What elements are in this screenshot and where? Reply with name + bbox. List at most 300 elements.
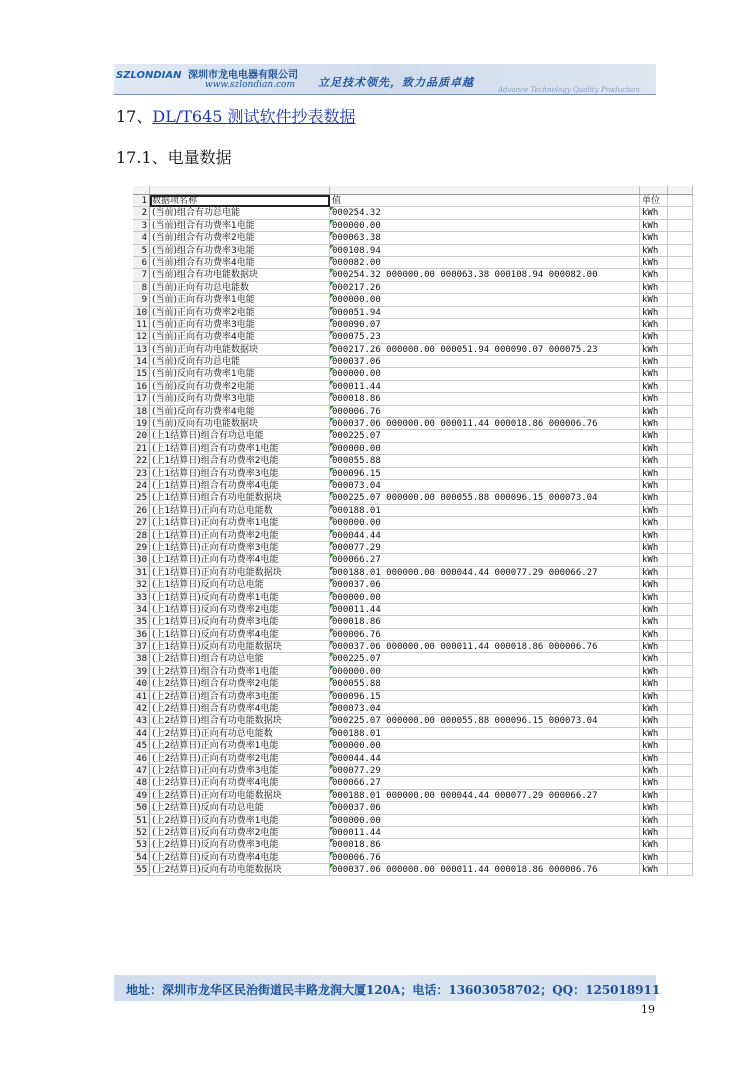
cell-unit-text: kWh [642, 233, 659, 244]
cell-unit[interactable] [640, 269, 668, 281]
cell-name[interactable] [150, 839, 330, 851]
cell-unit[interactable] [640, 331, 668, 343]
table-row [133, 381, 693, 393]
cell-value-text: 000188.01 000000.00 000044.44 000077.29 000066.27 [332, 790, 598, 801]
cell-value[interactable] [330, 542, 640, 554]
cell-value[interactable] [330, 344, 640, 356]
row-number [133, 839, 150, 851]
cell-value-text: 000077.29 [332, 542, 381, 553]
cell-name[interactable] [150, 629, 330, 641]
empty-cell[interactable] [668, 245, 693, 257]
empty-cell[interactable] [668, 703, 693, 715]
row-number [133, 579, 150, 591]
cell-name[interactable] [150, 356, 330, 368]
row-number-text: 29 [136, 542, 147, 553]
cell-name[interactable] [150, 455, 330, 467]
empty-cell[interactable] [668, 356, 693, 368]
cell-name[interactable] [150, 207, 330, 219]
cell-value[interactable] [330, 207, 640, 219]
cell-name[interactable] [150, 753, 330, 765]
empty-cell[interactable] [668, 430, 693, 442]
cell-value[interactable] [330, 715, 640, 727]
cell-name[interactable] [150, 468, 330, 480]
table-row [133, 542, 693, 554]
cell-unit[interactable] [640, 852, 668, 864]
empty-cell[interactable] [668, 207, 693, 219]
cell-unit[interactable] [640, 418, 668, 430]
cell-unit[interactable] [640, 592, 668, 604]
cell-unit[interactable] [640, 777, 668, 789]
empty-cell[interactable] [668, 802, 693, 814]
text-format-indicator-icon [330, 269, 334, 273]
cell-name[interactable] [150, 480, 330, 492]
cell-value[interactable] [330, 790, 640, 802]
text-format-indicator-icon [330, 356, 334, 360]
cell-value[interactable] [330, 530, 640, 542]
cell-value-text: 000051.94 [332, 307, 381, 318]
cell-unit[interactable] [640, 505, 668, 517]
cell-value[interactable] [330, 753, 640, 765]
text-format-indicator-icon [330, 257, 334, 261]
header-cell-value[interactable]: 值 [330, 195, 640, 207]
empty-cell[interactable] [668, 678, 693, 690]
empty-cell[interactable] [668, 691, 693, 703]
cell-value[interactable] [330, 629, 640, 641]
table-row [133, 282, 693, 294]
cell-value-text: 000011.44 [332, 381, 381, 392]
cell-value[interactable] [330, 604, 640, 616]
header-cell-unit[interactable]: 单位 [640, 195, 668, 207]
cell-unit[interactable] [640, 765, 668, 777]
cell-unit[interactable] [640, 294, 668, 306]
empty-cell[interactable] [668, 468, 693, 480]
cell-name-text: (上2结算日)正向有功费率2电能 [152, 753, 279, 764]
empty-cell[interactable] [668, 753, 693, 765]
cell-unit[interactable] [640, 604, 668, 616]
empty-cell[interactable] [668, 641, 693, 653]
cell-name[interactable] [150, 319, 330, 331]
cell-unit-text: kWh [642, 567, 659, 578]
cell-name[interactable] [150, 381, 330, 393]
cell-value[interactable] [330, 864, 640, 876]
cell-unit-text: kWh [642, 679, 659, 690]
cell-unit[interactable] [640, 567, 668, 579]
cell-unit[interactable] [640, 629, 668, 641]
cell-unit[interactable] [640, 530, 668, 542]
company-slogan-english: Advance Technology Quality Production [498, 86, 640, 94]
cell-name[interactable] [150, 604, 330, 616]
cell-name-text: (上2结算日)正向有功费率4电能 [152, 778, 279, 789]
empty-cell[interactable] [668, 567, 693, 579]
cell-name[interactable] [150, 232, 330, 244]
cell-name[interactable] [150, 728, 330, 740]
cell-name-text: (上1结算日)组合有功电能数据块 [152, 493, 282, 504]
cell-value[interactable] [330, 257, 640, 269]
cell-name[interactable] [150, 802, 330, 814]
cell-unit[interactable] [640, 207, 668, 219]
table-row [133, 480, 693, 492]
empty-cell[interactable] [668, 852, 693, 864]
empty-cell[interactable] [668, 864, 693, 876]
cell-value[interactable] [330, 331, 640, 343]
empty-cell[interactable] [668, 307, 693, 319]
cell-unit[interactable] [640, 790, 668, 802]
row-number-text: 50 [136, 803, 147, 814]
row-number [133, 331, 150, 343]
cell-unit[interactable] [640, 455, 668, 467]
cell-value[interactable] [330, 765, 640, 777]
cell-value[interactable] [330, 269, 640, 281]
cell-name[interactable] [150, 579, 330, 591]
cell-unit[interactable] [640, 381, 668, 393]
cell-value[interactable] [330, 777, 640, 789]
cell-value[interactable] [330, 579, 640, 591]
cell-value[interactable] [330, 827, 640, 839]
row-number [133, 777, 150, 789]
cell-name-text: (上1结算日)正向有功费率2电能 [152, 530, 279, 541]
cell-name[interactable] [150, 294, 330, 306]
cell-name[interactable] [150, 430, 330, 442]
empty-cell[interactable] [668, 455, 693, 467]
text-format-indicator-icon [330, 753, 334, 757]
cell-value[interactable] [330, 418, 640, 430]
cell-unit[interactable] [640, 666, 668, 678]
cell-name[interactable] [150, 666, 330, 678]
row-number-text: 10 [136, 307, 147, 318]
cell-unit[interactable] [640, 864, 668, 876]
cell-unit[interactable] [640, 579, 668, 591]
cell-name[interactable] [150, 740, 330, 752]
cell-unit[interactable] [640, 492, 668, 504]
cell-value[interactable] [330, 852, 640, 864]
cell-value[interactable] [330, 406, 640, 418]
cell-value[interactable] [330, 802, 640, 814]
cell-unit-text: kWh [642, 592, 659, 603]
cell-name[interactable] [150, 827, 330, 839]
cell-unit[interactable] [640, 356, 668, 368]
cell-unit[interactable] [640, 480, 668, 492]
cell-unit[interactable] [640, 517, 668, 529]
cell-value[interactable] [330, 480, 640, 492]
cell-value[interactable] [330, 307, 640, 319]
cell-unit[interactable] [640, 443, 668, 455]
cell-value[interactable] [330, 232, 640, 244]
cell-unit[interactable] [640, 406, 668, 418]
empty-cell[interactable] [668, 232, 693, 244]
cell-value[interactable] [330, 368, 640, 380]
table-row [133, 331, 693, 343]
header-cell-name[interactable]: 数据项名称 [150, 195, 330, 207]
cell-name[interactable] [150, 406, 330, 418]
cell-value[interactable] [330, 666, 640, 678]
cell-unit[interactable] [640, 715, 668, 727]
cell-value-text: 000037.06 [332, 580, 381, 591]
cell-name[interactable] [150, 344, 330, 356]
empty-cell[interactable] [668, 418, 693, 430]
empty-cell[interactable] [668, 765, 693, 777]
row-number-text: 14 [136, 357, 147, 368]
text-format-indicator-icon [330, 542, 334, 546]
cell-value[interactable] [330, 443, 640, 455]
cell-name[interactable] [150, 368, 330, 380]
cell-unit-text: kWh [642, 765, 659, 776]
cell-name[interactable] [150, 443, 330, 455]
cell-unit[interactable] [640, 616, 668, 628]
cell-value[interactable] [330, 703, 640, 715]
empty-cell[interactable] [668, 740, 693, 752]
cell-unit-text: kWh [642, 852, 659, 863]
empty-cell[interactable] [668, 530, 693, 542]
empty-cell[interactable] [668, 517, 693, 529]
empty-cell[interactable] [668, 480, 693, 492]
table-row [133, 653, 693, 665]
row-number [133, 691, 150, 703]
empty-cell[interactable] [668, 368, 693, 380]
cell-value[interactable] [330, 468, 640, 480]
cell-unit-text: kWh [642, 530, 659, 541]
cell-name[interactable] [150, 492, 330, 504]
cell-unit[interactable] [640, 307, 668, 319]
cell-unit[interactable] [640, 827, 668, 839]
cell-unit[interactable] [640, 368, 668, 380]
cell-unit[interactable] [640, 653, 668, 665]
row-number-text: 38 [136, 654, 147, 665]
table-row [133, 592, 693, 604]
empty-cell[interactable] [668, 331, 693, 343]
cell-value[interactable] [330, 455, 640, 467]
footer-address: 地址：深圳市龙华区民治街道民丰路龙润大厦120A；电话：13603058702；QQ：125018911 [126, 983, 661, 997]
cell-unit-text: kWh [642, 865, 659, 876]
empty-cell[interactable] [668, 629, 693, 641]
cell-name[interactable] [150, 777, 330, 789]
cell-value[interactable] [330, 294, 640, 306]
cell-unit-text: kWh [642, 295, 659, 306]
empty-cell[interactable] [668, 344, 693, 356]
empty-cell[interactable] [668, 319, 693, 331]
cell-value-text: 000225.07 000000.00 000055.88 000096.15 000073.04 [332, 716, 598, 727]
empty-cell[interactable] [668, 715, 693, 727]
text-format-indicator-icon [330, 282, 334, 286]
text-format-indicator-icon [330, 604, 334, 608]
cell-value-text: 000000.00 [332, 741, 381, 752]
row-number-text: 27 [136, 518, 147, 529]
cell-unit[interactable] [640, 740, 668, 752]
table-row [133, 430, 693, 442]
cell-value-text: 000063.38 [332, 233, 381, 244]
empty-cell[interactable] [668, 653, 693, 665]
cell-unit[interactable] [640, 753, 668, 765]
cell-name[interactable] [150, 418, 330, 430]
cell-value[interactable] [330, 517, 640, 529]
cell-unit[interactable] [640, 245, 668, 257]
empty-cell[interactable] [668, 604, 693, 616]
cell-name-text: (上1结算日)反向有功费率3电能 [152, 617, 279, 628]
cell-value[interactable] [330, 220, 640, 232]
table-row [133, 505, 693, 517]
section-title-link[interactable]: DL/T645 测试软件抄表数据 [152, 107, 356, 126]
cell-name[interactable] [150, 542, 330, 554]
cell-value[interactable] [330, 728, 640, 740]
table-row [133, 703, 693, 715]
empty-cell[interactable] [668, 294, 693, 306]
cell-name[interactable] [150, 790, 330, 802]
cell-name[interactable] [150, 220, 330, 232]
cell-value[interactable] [330, 381, 640, 393]
cell-name[interactable] [150, 269, 330, 281]
empty-cell[interactable] [668, 827, 693, 839]
cell-value[interactable] [330, 815, 640, 827]
cell-name[interactable] [150, 653, 330, 665]
table-row [133, 790, 693, 802]
cell-value[interactable] [330, 678, 640, 690]
cell-name[interactable] [150, 641, 330, 653]
cell-name[interactable] [150, 852, 330, 864]
row-number [133, 530, 150, 542]
cell-unit-text: kWh [642, 505, 659, 516]
cell-value[interactable] [330, 505, 640, 517]
empty-cell[interactable] [668, 616, 693, 628]
empty-cell[interactable] [668, 443, 693, 455]
empty-cell[interactable] [668, 728, 693, 740]
cell-value[interactable] [330, 616, 640, 628]
cell-name[interactable] [150, 307, 330, 319]
empty-cell[interactable] [668, 393, 693, 405]
cell-value[interactable] [330, 641, 640, 653]
cell-name-text: (当前)反向有功费率2电能 [152, 381, 255, 392]
cell-name[interactable] [150, 864, 330, 876]
cell-value[interactable] [330, 430, 640, 442]
cell-unit[interactable] [640, 703, 668, 715]
cell-unit[interactable] [640, 430, 668, 442]
cell-name[interactable] [150, 257, 330, 269]
cell-name[interactable] [150, 765, 330, 777]
empty-cell[interactable] [668, 505, 693, 517]
empty-cell[interactable] [668, 777, 693, 789]
empty-cell[interactable] [668, 666, 693, 678]
cell-name[interactable] [150, 678, 330, 690]
cell-value[interactable] [330, 393, 640, 405]
cell-name[interactable] [150, 245, 330, 257]
cell-unit[interactable] [640, 691, 668, 703]
spreadsheet[interactable] [133, 186, 693, 879]
cell-value[interactable] [330, 245, 640, 257]
cell-name[interactable] [150, 517, 330, 529]
cell-value[interactable] [330, 653, 640, 665]
table-body [133, 207, 693, 876]
cell-name[interactable] [150, 554, 330, 566]
cell-value[interactable] [330, 492, 640, 504]
cell-unit[interactable] [640, 815, 668, 827]
empty-cell[interactable] [668, 554, 693, 566]
cell-unit[interactable] [640, 282, 668, 294]
cell-name[interactable] [150, 530, 330, 542]
cell-unit[interactable] [640, 678, 668, 690]
cell-name[interactable] [150, 282, 330, 294]
cell-unit[interactable] [640, 542, 668, 554]
empty-cell[interactable] [668, 542, 693, 554]
cell-unit[interactable] [640, 839, 668, 851]
empty-cell[interactable] [668, 282, 693, 294]
row-number-text: 40 [136, 679, 147, 690]
cell-unit[interactable] [640, 344, 668, 356]
row-number-text: 16 [136, 381, 147, 392]
cell-unit[interactable] [640, 641, 668, 653]
empty-cell[interactable] [668, 220, 693, 232]
cell-value[interactable] [330, 554, 640, 566]
cell-unit-text: kWh [642, 580, 659, 591]
empty-cell[interactable] [668, 815, 693, 827]
cell-name-text: (上1结算日)组合有功费率3电能 [152, 468, 279, 479]
cell-unit-text: kWh [642, 654, 659, 665]
cell-value[interactable] [330, 567, 640, 579]
text-format-indicator-icon [330, 319, 334, 323]
cell-name[interactable] [150, 592, 330, 604]
row-number [133, 653, 150, 665]
cell-value[interactable] [330, 356, 640, 368]
cell-value[interactable] [330, 839, 640, 851]
cell-value[interactable] [330, 740, 640, 752]
empty-cell[interactable] [668, 257, 693, 269]
empty-cell[interactable] [668, 406, 693, 418]
empty-cell[interactable] [668, 492, 693, 504]
text-format-indicator-icon [330, 592, 334, 596]
empty-cell[interactable] [668, 195, 693, 207]
cell-value-text: 000037.06 [332, 357, 381, 368]
empty-cell[interactable] [668, 579, 693, 591]
cell-unit[interactable] [640, 220, 668, 232]
cell-value[interactable] [330, 592, 640, 604]
cell-unit[interactable] [640, 319, 668, 331]
empty-cell[interactable] [668, 839, 693, 851]
row-number-text: 26 [136, 505, 147, 516]
cell-name[interactable] [150, 567, 330, 579]
cell-value[interactable] [330, 282, 640, 294]
cell-name[interactable] [150, 331, 330, 343]
cell-name[interactable] [150, 393, 330, 405]
cell-unit[interactable] [640, 257, 668, 269]
cell-unit[interactable] [640, 728, 668, 740]
cell-value-text: 000066.27 [332, 555, 381, 566]
cell-unit[interactable] [640, 554, 668, 566]
text-format-indicator-icon [330, 517, 334, 521]
cell-name[interactable] [150, 715, 330, 727]
cell-value-text: 000188.01 [332, 505, 381, 516]
cell-unit[interactable] [640, 468, 668, 480]
cell-value[interactable] [330, 319, 640, 331]
cell-unit[interactable] [640, 232, 668, 244]
empty-cell[interactable] [668, 592, 693, 604]
cell-name[interactable] [150, 691, 330, 703]
empty-cell[interactable] [668, 790, 693, 802]
table-row [133, 368, 693, 380]
cell-unit-text: kWh [642, 245, 659, 256]
cell-name[interactable] [150, 815, 330, 827]
cell-value-text: 000000.00 [332, 518, 381, 529]
cell-unit-text: kWh [642, 518, 659, 529]
cell-name[interactable] [150, 703, 330, 715]
text-format-indicator-icon [330, 728, 334, 732]
cell-unit[interactable] [640, 393, 668, 405]
cell-name[interactable] [150, 616, 330, 628]
empty-cell[interactable] [668, 269, 693, 281]
row-number-text: 52 [136, 827, 147, 838]
row-number-text: 34 [136, 604, 147, 615]
empty-cell[interactable] [668, 381, 693, 393]
cell-value[interactable] [330, 691, 640, 703]
cell-name-text: (上1结算日)反向有功费率4电能 [152, 629, 279, 640]
cell-name[interactable] [150, 505, 330, 517]
cell-unit[interactable] [640, 802, 668, 814]
